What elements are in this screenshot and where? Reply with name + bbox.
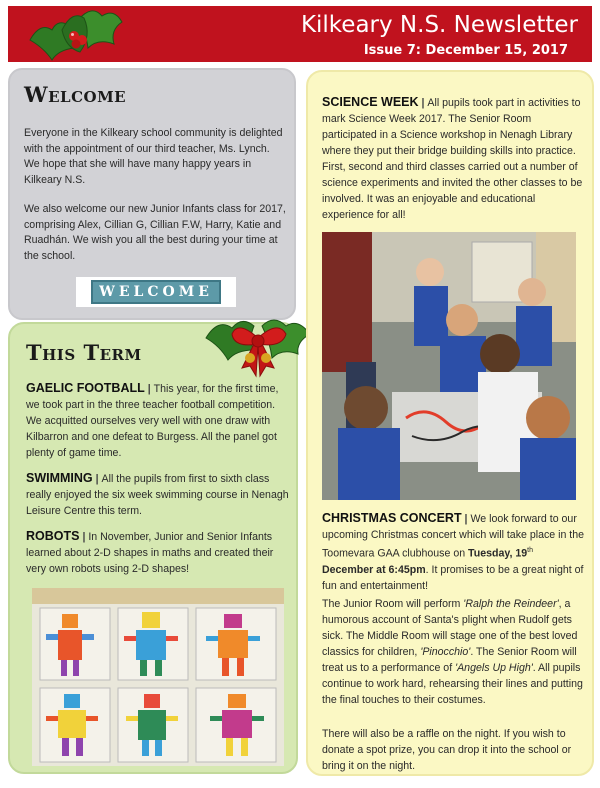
- plays-text: . The Senior Room will treat us to a performance of: [322, 646, 577, 674]
- this-term-heading: This Term: [26, 340, 142, 365]
- plays-text: , a humorous account of Santa's plight when Rudolf gets sick. The Middle Room will stage one of the best loved classics for children,: [322, 598, 578, 658]
- newsletter-title: Kilkeary N.S. Newsletter: [300, 12, 578, 38]
- science-week-article: [322, 94, 586, 223]
- christmas-bow-icon: [202, 306, 314, 380]
- welcome-banner-image: [76, 277, 236, 307]
- welcome-banner-text: WELCOME: [91, 280, 221, 304]
- welcome-paragraph-2: We also welcome our new Junior Infants class for 2017, comprising Alex, Cillian G, Cillian F.W, Harry, Katie and Ruadhán. We wish you all the best during your time at the school.: [24, 203, 286, 262]
- article-heading: ROBOTS: [26, 529, 80, 543]
- play-title: 'Angels Up High': [455, 662, 533, 674]
- issue-date: Issue 7: December 15, 2017: [363, 43, 568, 58]
- separator-bar: |: [95, 473, 102, 485]
- concert-text-end: . It promises to be a great night of fun and entertainment!: [322, 563, 584, 592]
- robots-article: [26, 528, 290, 577]
- welcome-heading: Welcome: [24, 82, 127, 107]
- welcome-paragraph-1: Everyone in the Kilkeary school community is delighted with the appointment of our third teacher, Ms. Lynch. We hope that she will have many happy years in Kilkeary N.S.: [24, 127, 283, 186]
- separator-bar: |: [147, 383, 154, 395]
- this-term-panel: [8, 322, 298, 774]
- separator-bar: |: [421, 97, 428, 109]
- article-text: All pupils took part in activities to mark Science Week 2017. The Senior Room participated in a Science workshop in Nenagh Library where they put their bridge building skills into practice. First, second and third classes carried out a number of science experiments and invited the other classes to be involved. It was an enjoyable and educational experience for all!: [322, 97, 583, 221]
- article-heading: SWIMMING: [26, 471, 93, 485]
- article-heading: GAELIC FOOTBALL: [26, 381, 145, 395]
- christmas-concert-article: [322, 510, 586, 594]
- science-workshop-photo: [322, 232, 576, 500]
- welcome-panel: [8, 68, 296, 320]
- gaelic-football-article: [26, 380, 290, 461]
- swimming-article: [26, 470, 290, 519]
- concert-plays-paragraph: [322, 596, 586, 708]
- article-text: This year, for the first time, we took part in the three teacher football competition. We acquitted ourselves very well with one draw with Kilbarron and one defeat to Burgess. All the panel got plenty of game time.: [26, 383, 279, 459]
- play-title: 'Ralph the Reindeer': [463, 598, 559, 610]
- separator-bar: |: [82, 531, 89, 543]
- holly-decoration-icon: [22, 0, 132, 70]
- play-title: 'Pinocchio': [420, 646, 471, 658]
- concert-date: Tuesday, 19: [468, 547, 528, 560]
- article-text: All the pupils from first to sixth class really enjoyed the six week swimming course in Nenagh Leisure Centre this term.: [26, 473, 289, 517]
- raffle-paragraph: There will also be a raffle on the night. If you wish to donate a spot prize, you can drop it into the school or bring it on the night.: [322, 728, 572, 772]
- article-heading: SCIENCE WEEK: [322, 95, 419, 109]
- robots-photo: [32, 588, 284, 766]
- article-text: In November, Junior and Senior Infants learned about 2-D shapes in maths and created their very own robots using 2-D shapes!: [26, 531, 274, 575]
- concert-time: December at 6:45pm: [322, 563, 426, 576]
- concert-text-intro: We look forward to our upcoming Christmas concert which will take place in the Toomevara GAA clubhouse on: [322, 513, 585, 560]
- article-heading: CHRISTMAS CONCERT: [322, 511, 462, 525]
- right-column-panel: [306, 70, 594, 776]
- separator-bar: |: [464, 513, 471, 525]
- plays-text: . All pupils continue to work hard, rehearsing their lines and putting the final touches to their costumes.: [322, 662, 583, 706]
- concert-date-suffix: th: [527, 547, 533, 554]
- plays-text: The Junior Room will perform: [322, 598, 464, 610]
